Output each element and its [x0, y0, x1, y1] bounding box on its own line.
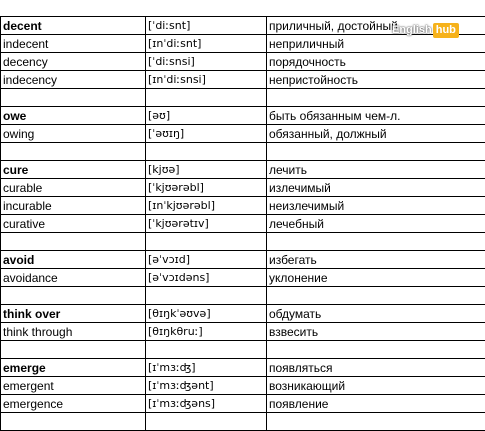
table-row [1, 269, 485, 287]
table-row [1, 395, 485, 413]
transcription-cell: [θɪŋkˈəʊvə] [146, 305, 267, 323]
empty-cell [146, 143, 267, 161]
word-cell: avoid [1, 251, 146, 269]
transcription-cell: [əʊ] [146, 107, 267, 125]
spacer-row [1, 341, 485, 359]
transcription-cell: [ˈdiːsnt] [146, 17, 267, 35]
empty-cell [267, 413, 485, 431]
table-row [1, 323, 485, 341]
translation-cell: неприличный [267, 35, 485, 53]
table-row [1, 53, 485, 71]
word-cell: think through [1, 323, 146, 341]
headword-row [1, 359, 485, 377]
table-row [1, 197, 485, 215]
empty-cell [1, 89, 146, 107]
empty-cell [1, 143, 146, 161]
headword-row [1, 305, 485, 323]
empty-cell [146, 341, 267, 359]
translation-cell: излечимый [267, 179, 485, 197]
translation-cell: неизлечимый [267, 197, 485, 215]
empty-cell [267, 143, 485, 161]
translation-cell: непристойность [267, 71, 485, 89]
translation-cell: избегать [267, 251, 485, 269]
transcription-cell: [ɪnˈdiːsnsi] [146, 71, 267, 89]
spacer-row [1, 413, 485, 431]
table-row [1, 125, 485, 143]
empty-cell [1, 413, 146, 431]
watermark-text-hub: hub [433, 23, 459, 38]
empty-cell [146, 287, 267, 305]
word-cell: owing [1, 125, 146, 143]
spacer-row [1, 89, 485, 107]
transcription-cell: [ˈəʊɪŋ] [146, 125, 267, 143]
empty-cell [267, 341, 485, 359]
word-cell: curative [1, 215, 146, 233]
word-cell: emerge [1, 359, 146, 377]
translation-cell: быть обязанным чем-л. [267, 107, 485, 125]
word-cell: decency [1, 53, 146, 71]
empty-cell [146, 413, 267, 431]
transcription-cell: [kjʊə] [146, 161, 267, 179]
table-row [1, 215, 485, 233]
empty-cell [1, 233, 146, 251]
spacer-row [1, 143, 485, 161]
word-cell: think over [1, 305, 146, 323]
word-cell: cure [1, 161, 146, 179]
empty-cell [267, 89, 485, 107]
translation-cell: появляться [267, 359, 485, 377]
transcription-cell: [ˈkjʊərətɪv] [146, 215, 267, 233]
translation-cell: возникающий [267, 377, 485, 395]
table-row [1, 377, 485, 395]
headword-row [1, 17, 485, 35]
table-row [1, 35, 485, 53]
translation-cell: лечить [267, 161, 485, 179]
translation-cell: лечебный [267, 215, 485, 233]
empty-cell [146, 89, 267, 107]
transcription-cell: [ɪˈmɜːʤənt] [146, 377, 267, 395]
table-row [1, 71, 485, 89]
translation-cell: обязанный, должный [267, 125, 485, 143]
word-cell: emergence [1, 395, 146, 413]
vocabulary-table-body [1, 17, 485, 431]
headword-row [1, 107, 485, 125]
word-cell: owe [1, 107, 146, 125]
word-cell: indecent [1, 35, 146, 53]
translation-cell: появление [267, 395, 485, 413]
translation-cell: взвесить [267, 323, 485, 341]
watermark-text-english: English [392, 24, 432, 36]
word-cell: incurable [1, 197, 146, 215]
translation-cell: приличный, достойный [267, 17, 485, 35]
transcription-cell: [ˈkjʊərəbl] [146, 179, 267, 197]
translation-cell: уклонение [267, 269, 485, 287]
empty-cell [146, 233, 267, 251]
transcription-cell: [ɪˈmɜːʤ] [146, 359, 267, 377]
transcription-cell: [əˈvɔɪdəns] [146, 269, 267, 287]
transcription-cell: [ɪnˈdiːsnt] [146, 35, 267, 53]
spacer-row [1, 287, 485, 305]
transcription-cell: [ɪnˈkjʊərəbl] [146, 197, 267, 215]
headword-row [1, 251, 485, 269]
empty-cell [1, 341, 146, 359]
word-cell: emergent [1, 377, 146, 395]
transcription-cell: [θɪŋkθruː] [146, 323, 267, 341]
word-cell: indecency [1, 71, 146, 89]
transcription-cell: [əˈvɔɪd] [146, 251, 267, 269]
word-cell: decent [1, 17, 146, 35]
headword-row [1, 161, 485, 179]
transcription-cell: [ɪˈmɜːʤəns] [146, 395, 267, 413]
word-cell: avoidance [1, 269, 146, 287]
vocabulary-table [0, 16, 485, 431]
translation-cell: порядочность [267, 53, 485, 71]
table-row [1, 179, 485, 197]
transcription-cell: [ˈdiːsnsi] [146, 53, 267, 71]
spacer-row [1, 233, 485, 251]
empty-cell [267, 233, 485, 251]
word-cell: curable [1, 179, 146, 197]
empty-cell [1, 287, 146, 305]
empty-cell [267, 287, 485, 305]
translation-cell: обдумать [267, 305, 485, 323]
